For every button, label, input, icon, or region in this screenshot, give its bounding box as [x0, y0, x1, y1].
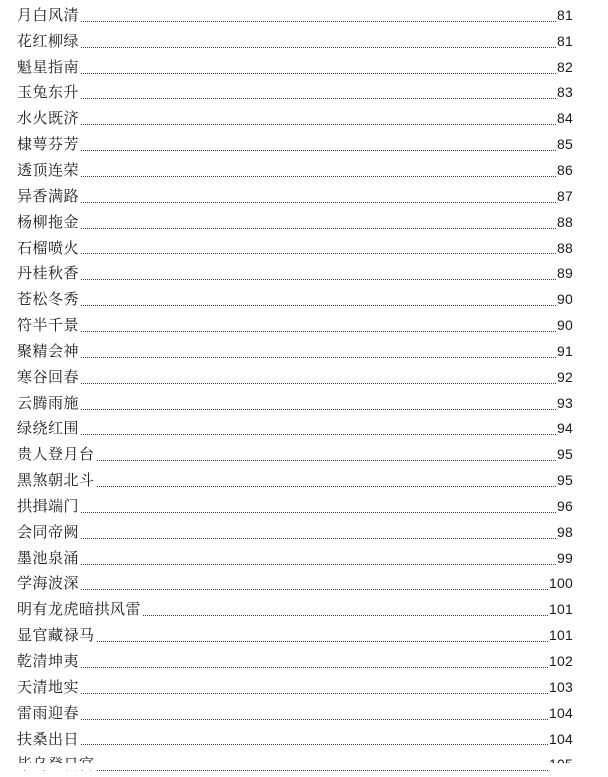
- toc-entry-title: 会同帝阙: [17, 522, 80, 541]
- toc-entry-title: 石榴喷火: [17, 238, 80, 257]
- toc-entry-title: 花红柳绿: [17, 31, 80, 50]
- toc-entry-page: 93: [557, 394, 573, 411]
- toc-entry-25[interactable]: [17, 622, 573, 648]
- toc-entry-page: 85: [557, 136, 573, 153]
- dot-leader: [81, 538, 556, 539]
- dot-leader: [81, 383, 556, 384]
- dot-leader: [81, 279, 556, 280]
- toc-entry-title: 云腾雨施: [17, 393, 80, 412]
- toc-entry-title: 拱揖端门: [17, 496, 80, 515]
- toc-entry-title: 寒谷回春: [17, 367, 80, 386]
- toc-entry-title: 乾清坤夷: [17, 652, 80, 671]
- toc-entry-19[interactable]: [17, 467, 573, 493]
- toc-entry-9[interactable]: [17, 209, 573, 235]
- toc-entry-title: 异香满路: [17, 186, 80, 205]
- toc-entry-18[interactable]: [17, 441, 573, 467]
- toc-entry-page: 101: [549, 627, 573, 644]
- dot-leader: [81, 744, 548, 745]
- dot-leader: [97, 486, 557, 487]
- toc-entry-page: 87: [557, 187, 573, 204]
- toc-entry-page: 94: [557, 420, 573, 437]
- toc-entry-28[interactable]: [17, 700, 573, 726]
- toc-entry-16[interactable]: [17, 390, 573, 416]
- toc-entry-title: 杨柳拖金: [17, 212, 80, 231]
- dot-leader: [97, 460, 557, 461]
- dot-leader: [81, 667, 548, 668]
- toc-entry-page: 101: [549, 601, 573, 618]
- dot-leader: [97, 770, 549, 771]
- dot-leader: [81, 21, 556, 22]
- dot-leader: [97, 641, 549, 642]
- toc-entry-4[interactable]: [17, 80, 573, 106]
- toc-entry-page: 81: [557, 32, 573, 49]
- toc-entry-page: 102: [549, 653, 573, 670]
- toc-entry-page: 88: [557, 213, 573, 230]
- toc-entry-page: 104: [549, 730, 573, 747]
- toc-entry-page: 95: [557, 472, 573, 489]
- dot-leader: [81, 357, 556, 358]
- dot-leader: [81, 512, 556, 513]
- dot-leader: [81, 693, 548, 694]
- toc-entry-13[interactable]: [17, 312, 573, 338]
- dot-leader: [81, 47, 556, 48]
- toc-entry-14[interactable]: [17, 338, 573, 364]
- toc-entry-1[interactable]: [17, 2, 573, 28]
- toc-entry-page: 103: [549, 678, 573, 695]
- toc-entry-page: 90: [557, 317, 573, 334]
- toc-entry-10[interactable]: [17, 235, 573, 261]
- dot-leader: [81, 305, 556, 306]
- toc-entry-17[interactable]: [17, 416, 573, 442]
- toc-entry-page: 98: [557, 523, 573, 540]
- page-cutoff: [0, 763, 608, 770]
- toc-entry-title: 明有龙虎暗拱风雷: [17, 600, 142, 619]
- dot-leader: [81, 124, 556, 125]
- toc-entry-title: 符半千景: [17, 316, 80, 335]
- dot-leader: [81, 253, 556, 254]
- dot-leader: [81, 719, 548, 720]
- toc-entry-7[interactable]: [17, 157, 573, 183]
- toc-entry-page: 104: [549, 704, 573, 721]
- toc-entry-title: 苍松冬秀: [17, 290, 80, 309]
- dot-leader: [81, 176, 556, 177]
- dot-leader: [81, 150, 556, 151]
- toc-entry-title: 魁星指南: [17, 57, 80, 76]
- toc-entry-page: 86: [557, 161, 573, 178]
- toc-entry-29[interactable]: [17, 726, 573, 752]
- toc-entry-page: 100: [549, 575, 573, 592]
- toc-entry-page: 92: [557, 368, 573, 385]
- toc-entry-6[interactable]: [17, 131, 573, 157]
- toc-entry-23[interactable]: [17, 571, 573, 597]
- toc-entry-24[interactable]: [17, 596, 573, 622]
- toc-entry-page: 96: [557, 497, 573, 514]
- toc-entry-title: 雷雨迎春: [17, 703, 80, 722]
- toc-entry-page: 81: [557, 6, 573, 23]
- toc-entry-title: 绿绕红围: [17, 419, 80, 438]
- toc-entry-title: 丹桂秋香: [17, 264, 80, 283]
- toc-entry-page: 91: [557, 342, 573, 359]
- dot-leader: [143, 615, 548, 616]
- toc-entry-title: 黑煞朝北斗: [17, 471, 95, 490]
- toc-entry-title: 聚精会神: [17, 341, 80, 360]
- toc-entry-title: 透顶连荣: [17, 160, 80, 179]
- toc-entry-title: 扶桑出日: [17, 729, 80, 748]
- toc-entry-page: 84: [557, 110, 573, 127]
- dot-leader: [81, 564, 556, 565]
- toc-entry-title: 水火既济: [17, 109, 80, 128]
- toc-entry-12[interactable]: [17, 286, 573, 312]
- toc-entry-8[interactable]: [17, 183, 573, 209]
- dot-leader: [81, 73, 556, 74]
- toc-entry-27[interactable]: [17, 674, 573, 700]
- toc-entry-page: 99: [557, 549, 573, 566]
- dot-leader: [81, 589, 548, 590]
- toc-entry-21[interactable]: [17, 519, 573, 545]
- toc-entry-page: 83: [557, 84, 573, 101]
- toc-entry-page: 82: [557, 58, 573, 75]
- toc-entry-title: 月白风清: [17, 5, 80, 24]
- dot-leader: [81, 331, 556, 332]
- toc-entry-15[interactable]: [17, 364, 573, 390]
- toc-entry-title: 玉兔东升: [17, 83, 80, 102]
- toc-entry-title: 学海波深: [17, 574, 80, 593]
- toc-entry-page: 88: [557, 239, 573, 256]
- toc-entry-page: 89: [557, 265, 573, 282]
- dot-leader: [81, 228, 556, 229]
- toc-entry-title: 显官藏禄马: [17, 626, 95, 645]
- dot-leader: [81, 202, 556, 203]
- toc-entry-22[interactable]: [17, 545, 573, 571]
- toc-entry-5[interactable]: [17, 105, 573, 131]
- toc-entry-3[interactable]: [17, 54, 573, 80]
- toc-entry-title: 墨池泉涌: [17, 548, 80, 567]
- toc-entry-26[interactable]: [17, 648, 573, 674]
- dot-leader: [81, 409, 556, 410]
- toc-entry-11[interactable]: [17, 260, 573, 286]
- toc-entry-page: 90: [557, 291, 573, 308]
- dot-leader: [81, 434, 556, 435]
- toc-entry-title: 棣萼芬芳: [17, 135, 80, 154]
- toc-entry-page: 95: [557, 446, 573, 463]
- toc-entry-title: 天清地实: [17, 677, 80, 696]
- dot-leader: [81, 98, 556, 99]
- toc-entry-20[interactable]: [17, 493, 573, 519]
- toc-entry-title: 贵人登月台: [17, 445, 95, 464]
- table-of-contents: [17, 2, 573, 777]
- toc-entry-2[interactable]: [17, 28, 573, 54]
